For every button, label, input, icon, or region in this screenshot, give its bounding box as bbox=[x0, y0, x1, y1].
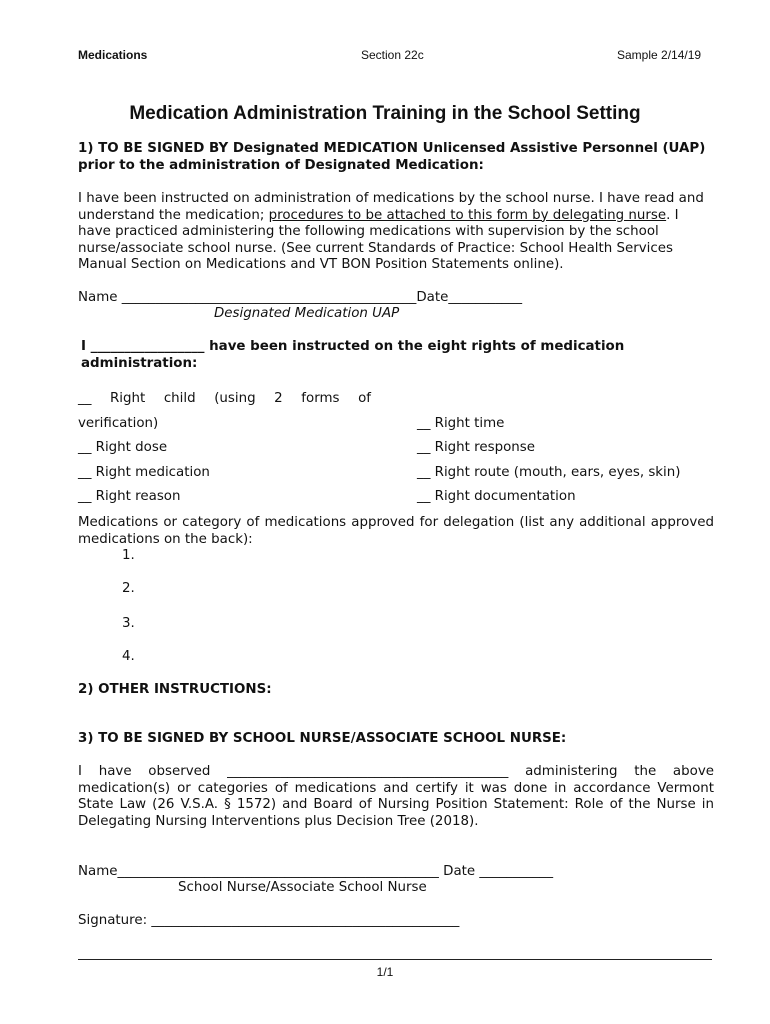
footer-rule bbox=[78, 959, 712, 960]
right-medication: __ Right medication bbox=[78, 465, 210, 480]
signature-line[interactable]: Signature: ______________________________________________ bbox=[78, 913, 460, 928]
uap-name-caption: Designated Medication UAP bbox=[214, 306, 400, 321]
right-child-word: child bbox=[163, 391, 196, 406]
header-sample-date: Sample 2/14/19 bbox=[617, 48, 702, 62]
right-child-continuation: verification) bbox=[78, 416, 159, 431]
nurse-name-caption: School Nurse/Associate School Nurse bbox=[178, 880, 427, 895]
medication-item: 3. bbox=[122, 616, 135, 631]
section1-para-part1: I have been instructed on administration of medications by the school nurse. I have read and understand the medication; bbox=[78, 191, 704, 223]
right-route: __ Right route (mouth, ears, eyes, skin) bbox=[417, 465, 681, 480]
section1-paragraph bbox=[78, 191, 714, 274]
medication-item: 1. bbox=[122, 548, 135, 563]
page-number: 1/1 bbox=[376, 965, 394, 979]
section3-paragraph: I have observed __________________________________________ administering the above medication(s) or categories of medications and certify it was done in accordance Vermont State Law (26 V.S.A. § 1572) and Board of Nursing Position Statement: Role of the Nurse in Delegating Nursing Interventions plus Decision Tree (2018). bbox=[78, 764, 714, 829]
header-section-number: Section 22c bbox=[361, 48, 424, 62]
section1-para-underlined: procedures to be attached to this form by delegating nurse bbox=[268, 207, 667, 223]
header-section-label: Medications bbox=[78, 48, 148, 62]
section3-heading: 3) TO BE SIGNED BY SCHOOL NURSE/ASSOCIATE SCHOOL NURSE: bbox=[78, 731, 567, 746]
medication-item: 2. bbox=[122, 581, 135, 596]
right-dose: __ Right dose bbox=[78, 440, 168, 455]
document-title: Medication Administration Training in the School Setting bbox=[129, 103, 641, 124]
nurse-name-date-line[interactable]: Name________________________________________________ Date ___________ bbox=[78, 864, 554, 879]
eight-rights-intro: I _________________ have been instructed on the eight rights of medication administration: bbox=[81, 339, 625, 371]
right-child-word: 2 bbox=[274, 391, 283, 406]
section1-para-part2: . I have practiced administering the following medications with supervision by the school nurse/associate school nurse. (See current Standards of Practice: School Health Services Manual Section on Medications and VT BON Position Statements online). bbox=[78, 207, 679, 272]
right-child-word: __ bbox=[78, 391, 92, 406]
right-child-word: (using bbox=[214, 391, 256, 406]
right-child-word: Right bbox=[109, 391, 146, 406]
uap-name-date-line[interactable]: Name ____________________________________________Date___________ bbox=[78, 290, 523, 305]
right-reason: __ Right reason bbox=[78, 489, 181, 504]
medications-intro: Medications or category of medications approved for delegation (list any additional approved medications on the back): bbox=[78, 515, 714, 547]
right-child-word: of bbox=[358, 391, 371, 406]
right-child-line bbox=[78, 391, 371, 408]
section1-heading: 1) TO BE SIGNED BY Designated MEDICATION Unlicensed Assistive Personnel (UAP) prior to the administration of Designated Medication: bbox=[78, 141, 706, 173]
right-response: __ Right response bbox=[417, 440, 535, 455]
right-time: __ Right time bbox=[417, 416, 505, 431]
right-child-word: forms bbox=[301, 391, 340, 406]
medication-item: 4. bbox=[122, 649, 135, 664]
right-documentation: __ Right documentation bbox=[417, 489, 576, 504]
section2-heading: 2) OTHER INSTRUCTIONS: bbox=[78, 682, 272, 697]
